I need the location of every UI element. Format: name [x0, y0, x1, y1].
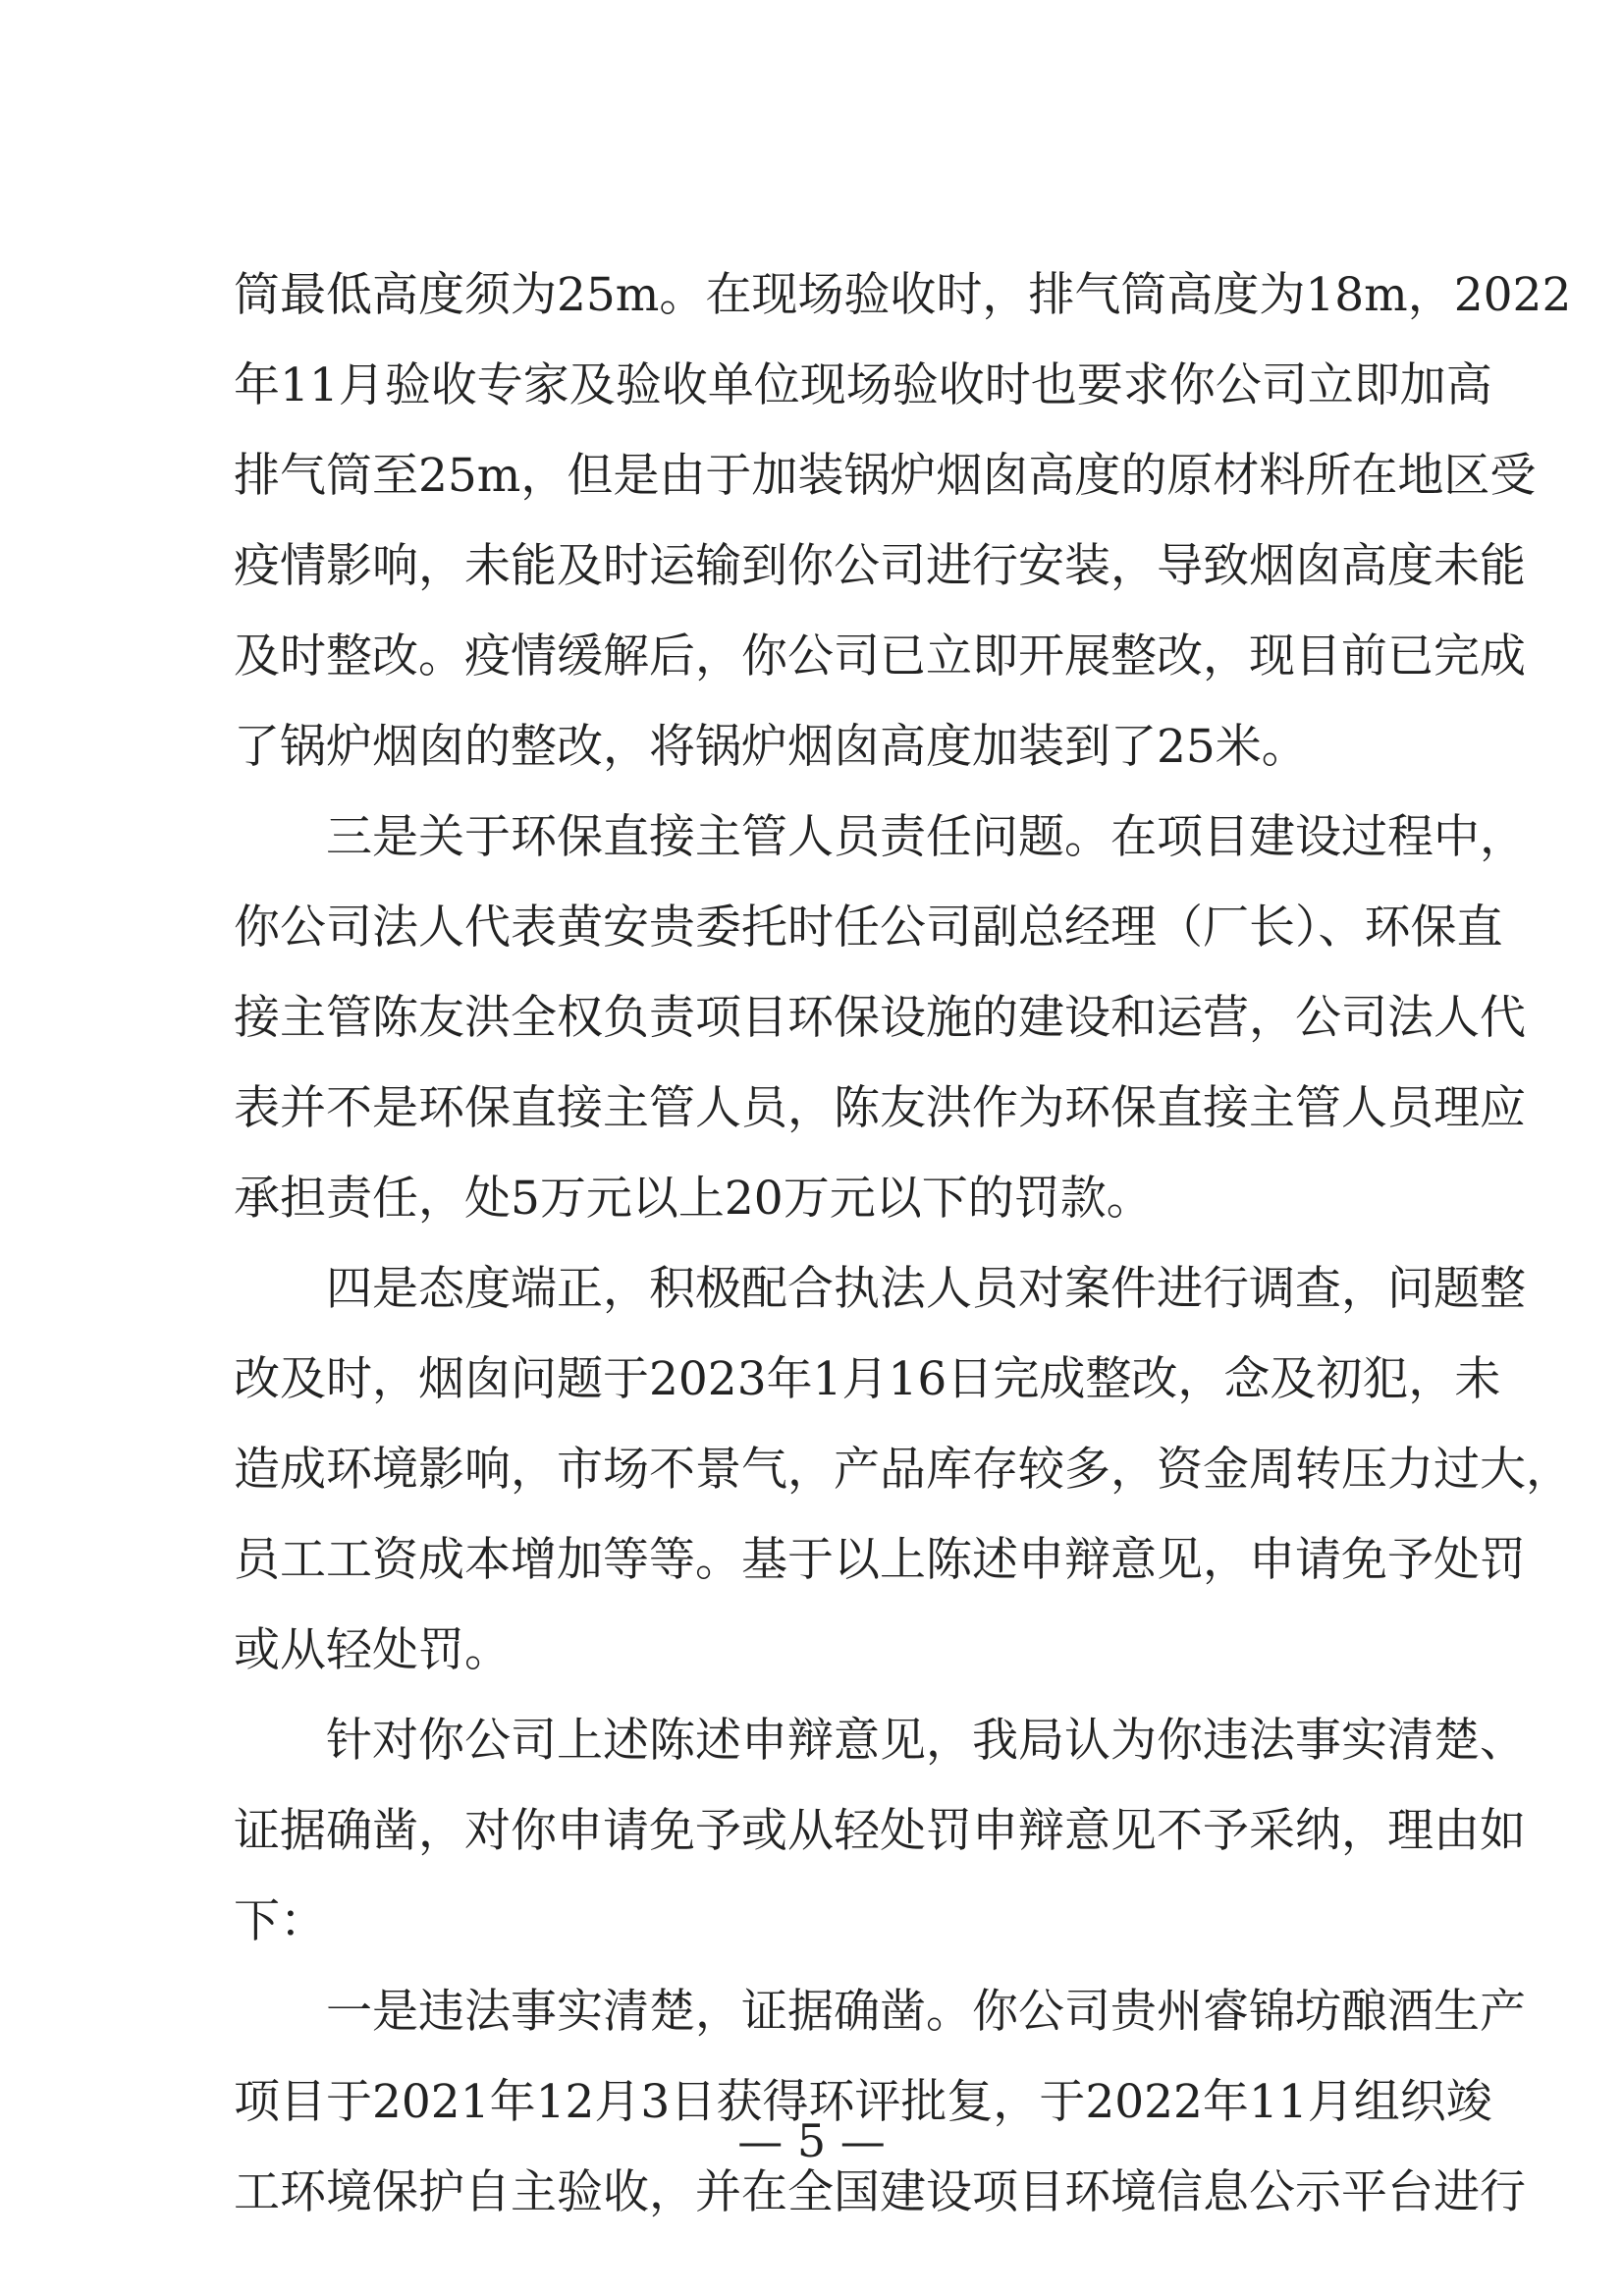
text-line: 年11月验收专家及验收单位现场验收时也要求你公司立即加高 [234, 358, 1492, 412]
page-number: — 5 — [737, 2114, 886, 2167]
text-line: 员工工资成本增加等等。基于以上陈述申辩意见，申请免予处罚 [234, 1533, 1526, 1587]
paragraph-4 [234, 1696, 1526, 1967]
text-line: 疫情影响，未能及时运输到你公司进行安装，导致烟囱高度未能 [234, 539, 1526, 593]
text-line: 工环境保护自主验收，并在全国建设项目环境信息公示平台进行 [234, 2165, 1526, 2219]
text-line: 及时整改。疫情缓解后，你公司已立即开展整改，现目前已完成 [234, 629, 1526, 683]
text-line: 表并不是环保直接主管人员，陈友洪作为环保直接主管人员理应 [234, 1081, 1526, 1135]
text-line: 筒最低高度须为25m。在现场验收时，排气筒高度为18m，2022 [234, 268, 1572, 322]
text-line: 三是关于环保直接主管人员责任问题。在项目建设过程中， [234, 810, 1526, 864]
text-line: 改及时，烟囱问题于2023年1月16日完成整改，念及初犯，未 [234, 1352, 1501, 1406]
document-body [234, 250, 1572, 2238]
text-line: 下： [234, 1894, 326, 1948]
text-line: 接主管陈友洪全权负责项目环保设施的建设和运营，公司法人代 [234, 991, 1526, 1045]
text-line: 你公司法人代表黄安贵委托时任公司副总经理（厂长）、环保直 [234, 901, 1503, 955]
text-line: 或从轻处罚。 [234, 1623, 511, 1677]
text-line: 排气筒至25m，但是由于加装锅炉烟囱高度的原材料所在地区受 [234, 449, 1537, 503]
text-line: 针对你公司上述陈述申辩意见，我局认为你违法事实清楚、 [234, 1714, 1526, 1768]
text-line: 造成环境影响，市场不景气，产品库存较多，资金周转压力过大， [234, 1443, 1572, 1497]
paragraph-3 [234, 1244, 1572, 1696]
text-line: 证据确凿，对你申请免予或从轻处罚申辩意见不予采纳，理由如 [234, 1804, 1526, 1858]
text-line: 四是态度端正，积极配合执法人员对案件进行调查，问题整 [234, 1262, 1526, 1316]
paragraph-1 [234, 250, 1572, 793]
text-line: 一是违法事实清楚，证据确凿。你公司贵州睿锦坊酿酒生产 [234, 1985, 1526, 2039]
text-line: 承担责任，处5万元以上20万元以下的罚款。 [234, 1172, 1153, 1226]
paragraph-2 [234, 793, 1526, 1244]
paragraph-5 [234, 1967, 1526, 2238]
text-line: 了锅炉烟囱的整改，将锅炉烟囱高度加装到了25米。 [234, 720, 1308, 774]
text-line: 项目于2021年12月3日获得环评批复，于2022年11月组织竣 [234, 2075, 1492, 2129]
